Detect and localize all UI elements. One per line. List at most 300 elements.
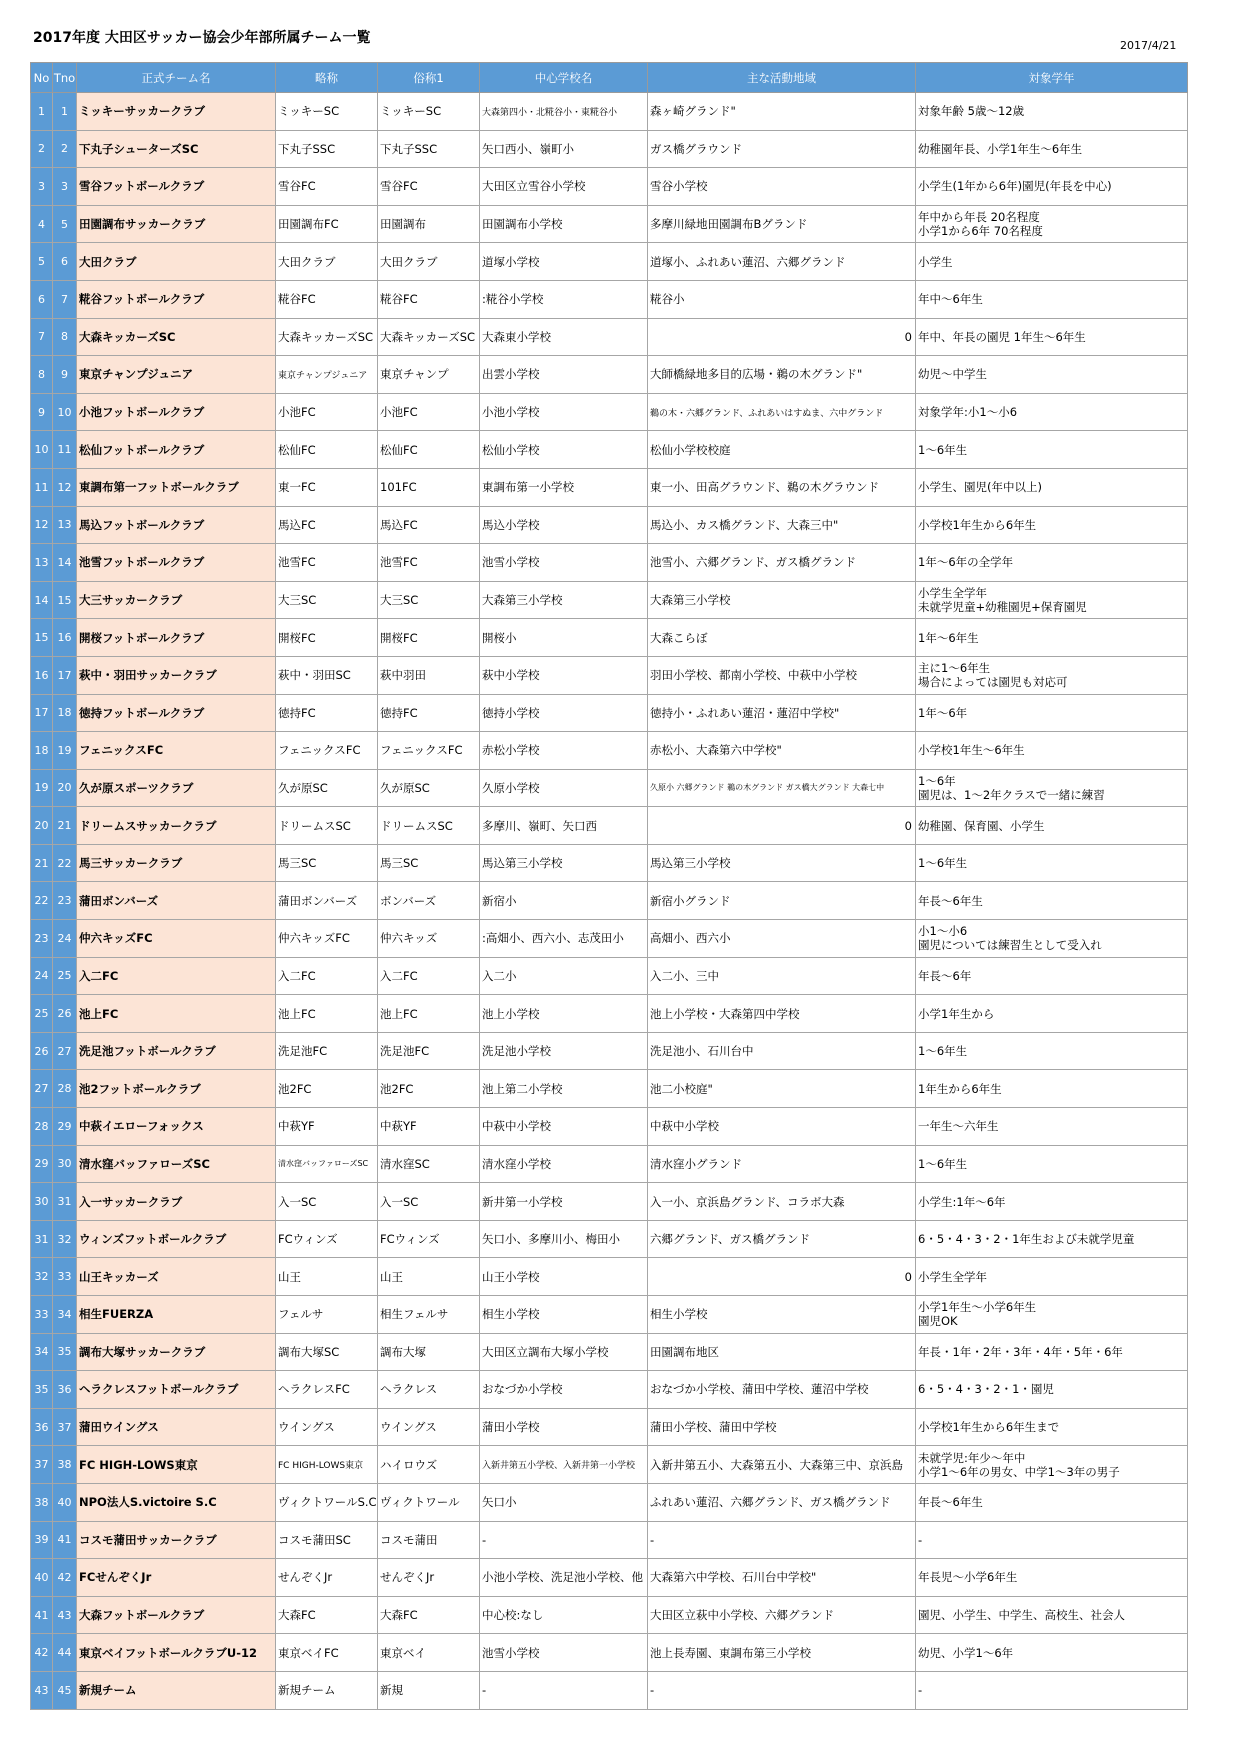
cell-tno: 8 — [53, 318, 77, 356]
cell-grade: 年長～6年生 — [916, 882, 1188, 920]
cell-abbreviation: FCウィンズ — [276, 1220, 378, 1258]
cell-alias: 新規 — [378, 1671, 480, 1709]
cell-school: 大田区立調布大塚小学校 — [480, 1333, 648, 1371]
cell-abbreviation: FC HIGH-LOWS東京 — [276, 1446, 378, 1484]
cell-area: 新宿小グランド — [648, 882, 916, 920]
cell-abbreviation: 田園調布FC — [276, 205, 378, 243]
cell-grade — [916, 581, 1188, 619]
column-header-tno: Tno — [53, 63, 77, 93]
cell-no: 14 — [31, 581, 53, 619]
cell-tno: 1 — [53, 93, 77, 131]
cell-tno: 25 — [53, 957, 77, 995]
cell-grade: 1年～6年 — [916, 694, 1188, 732]
cell-team-name: 東京チャンプジュニア — [77, 356, 276, 394]
cell-no: 39 — [31, 1521, 53, 1559]
table-row — [31, 393, 1188, 431]
cell-area: 大森第六中学校、石川台中学校" — [648, 1559, 916, 1597]
cell-no: 33 — [31, 1296, 53, 1334]
cell-abbreviation: 小池FC — [276, 393, 378, 431]
cell-area: 大師橋緑地多目的広場・鵜の木グランド" — [648, 356, 916, 394]
cell-abbreviation: コスモ蒲田SC — [276, 1521, 378, 1559]
cell-tno: 37 — [53, 1408, 77, 1446]
cell-no: 12 — [31, 506, 53, 544]
cell-tno: 28 — [53, 1070, 77, 1108]
cell-school: 入新井第五小学校、入新井第一小学校 — [480, 1446, 648, 1484]
cell-school: - — [480, 1521, 648, 1559]
cell-area: - — [648, 1671, 916, 1709]
cell-no: 31 — [31, 1220, 53, 1258]
cell-team-name: 清水窪バッファローズSC — [77, 1145, 276, 1183]
cell-tno: 6 — [53, 243, 77, 281]
cell-no: 11 — [31, 468, 53, 506]
cell-area: 久原小 六郷グランド 鵜の木グランド ガス橋大グランド 大森七中 — [648, 769, 916, 807]
cell-team-name: 調布大塚サッカークラブ — [77, 1333, 276, 1371]
cell-abbreviation: 中萩YF — [276, 1108, 378, 1146]
table-row — [31, 243, 1188, 281]
cell-area: ふれあい蓮沼、六郷グランド、ガス橋グランド — [648, 1483, 916, 1521]
grade-line: 主に1～6年生 — [918, 661, 991, 676]
cell-abbreviation: ウイングス — [276, 1408, 378, 1446]
table-row — [31, 506, 1188, 544]
cell-grade: 1～6年生 — [916, 844, 1188, 882]
cell-tno: 16 — [53, 619, 77, 657]
cell-team-name: 池上FC — [77, 995, 276, 1033]
cell-alias: 小池FC — [378, 393, 480, 431]
cell-no: 21 — [31, 844, 53, 882]
cell-grade: 年長児～小学6年生 — [916, 1559, 1188, 1597]
cell-grade — [916, 1446, 1188, 1484]
cell-tno: 13 — [53, 506, 77, 544]
cell-team-name: 山王キッカーズ — [77, 1258, 276, 1296]
cell-grade: 1年生から6年生 — [916, 1070, 1188, 1108]
cell-tno: 10 — [53, 393, 77, 431]
cell-tno: 17 — [53, 656, 77, 694]
cell-no: 32 — [31, 1258, 53, 1296]
cell-grade: 対象年齢 5歳～12歳 — [916, 93, 1188, 131]
cell-alias: 入一SC — [378, 1183, 480, 1221]
cell-no: 19 — [31, 769, 53, 807]
cell-school: 新井第一小学校 — [480, 1183, 648, 1221]
cell-grade: 小学生全学年 — [916, 1258, 1188, 1296]
cell-alias: 清水窪SC — [378, 1145, 480, 1183]
column-header-team-name: 正式チーム名 — [77, 63, 276, 93]
cell-grade — [916, 656, 1188, 694]
cell-alias: 東京チャンプ — [378, 356, 480, 394]
cell-team-name: 蒲田ボンバーズ — [77, 882, 276, 920]
cell-team-name: 小池フットボールクラブ — [77, 393, 276, 431]
cell-no: 22 — [31, 882, 53, 920]
cell-grade: 年中、年長の園児 1年生～6年生 — [916, 318, 1188, 356]
cell-abbreviation: 仲六キッズFC — [276, 920, 378, 958]
cell-team-name: 下丸子シューターズSC — [77, 130, 276, 168]
cell-tno: 43 — [53, 1596, 77, 1634]
table-row — [31, 1671, 1188, 1709]
grade-line: 園児は、1～2年クラスで一緒に練習 — [918, 787, 1105, 802]
cell-school: 久原小学校 — [480, 769, 648, 807]
cell-abbreviation: 大森FC — [276, 1596, 378, 1634]
cell-abbreviation: 池雪FC — [276, 544, 378, 582]
cell-school: 開桜小 — [480, 619, 648, 657]
cell-team-name: ミッキーサッカークラブ — [77, 93, 276, 131]
cell-alias: 馬三SC — [378, 844, 480, 882]
cell-team-name: NPO法人S.victoire S.C — [77, 1483, 276, 1521]
cell-grade: 年長～6年生 — [916, 1483, 1188, 1521]
cell-abbreviation: 雪谷FC — [276, 168, 378, 206]
cell-abbreviation: 松仙FC — [276, 431, 378, 469]
cell-area: 中萩中小学校 — [648, 1108, 916, 1146]
cell-abbreviation: 蒲田ボンバーズ — [276, 882, 378, 920]
cell-no: 20 — [31, 807, 53, 845]
cell-area: 大森こらぼ — [648, 619, 916, 657]
cell-school: 馬込小学校 — [480, 506, 648, 544]
cell-tno: 35 — [53, 1333, 77, 1371]
cell-school: 矢口西小、嶺町小 — [480, 130, 648, 168]
cell-grade: - — [916, 1521, 1188, 1559]
cell-grade: 小学生:1年～6年 — [916, 1183, 1188, 1221]
cell-school: 萩中小学校 — [480, 656, 648, 694]
grade-line: 年中から年長 20名程度 — [918, 210, 1040, 225]
cell-school: 大森東小学校 — [480, 318, 648, 356]
cell-team-name: 糀谷フットボールクラブ — [77, 280, 276, 318]
table-row — [31, 280, 1188, 318]
table-row — [31, 882, 1188, 920]
cell-no: 26 — [31, 1032, 53, 1070]
grade-line: 場合によっては園児も対応可 — [918, 675, 1068, 690]
cell-alias: 洗足池FC — [378, 1032, 480, 1070]
cell-school: 大森第三小学校 — [480, 581, 648, 619]
cell-team-name: 大森キッカーズSC — [77, 318, 276, 356]
table-row — [31, 1183, 1188, 1221]
cell-abbreviation: 東京ベイFC — [276, 1634, 378, 1672]
cell-school: 出雲小学校 — [480, 356, 648, 394]
cell-team-name: 田園調布サッカークラブ — [77, 205, 276, 243]
cell-school: 徳持小学校 — [480, 694, 648, 732]
cell-no: 6 — [31, 280, 53, 318]
cell-team-name: 中萩イエローフォックス — [77, 1108, 276, 1146]
cell-team-name: ウィンズフットボールクラブ — [77, 1220, 276, 1258]
table-row — [31, 1371, 1188, 1409]
cell-area: 池上小学校・大森第四中学校 — [648, 995, 916, 1033]
cell-school: 松仙小学校 — [480, 431, 648, 469]
cell-team-name: 洗足池フットボールクラブ — [77, 1032, 276, 1070]
cell-school: 道塚小学校 — [480, 243, 648, 281]
cell-abbreviation: せんぞくJr — [276, 1559, 378, 1597]
table-row — [31, 995, 1188, 1033]
cell-abbreviation: 東京チャンプジュニア — [276, 356, 378, 394]
cell-area: 鵜の木・六郷グランド、ふれあいはすぬま、六中グランド — [648, 393, 916, 431]
cell-area: 雪谷小学校 — [648, 168, 916, 206]
table-row — [31, 544, 1188, 582]
cell-area: 高畑小、西六小 — [648, 920, 916, 958]
cell-grade: 1～6年生 — [916, 431, 1188, 469]
grade-line: 小学1年生～小学6年生 — [918, 1300, 1037, 1315]
cell-abbreviation: 大森キッカーズSC — [276, 318, 378, 356]
cell-alias: 萩中羽田 — [378, 656, 480, 694]
cell-school: 矢口小、多摩川小、梅田小 — [480, 1220, 648, 1258]
grade-line: 小学1から6年 70名程度 — [918, 224, 1043, 239]
cell-school: 多摩川、嶺町、矢口西 — [480, 807, 648, 845]
cell-alias: 大三SC — [378, 581, 480, 619]
cell-abbreviation: 入二FC — [276, 957, 378, 995]
cell-abbreviation: 開桜FC — [276, 619, 378, 657]
cell-area: 馬込小、カス橋グランド、大森三中" — [648, 506, 916, 544]
cell-grade: 1～6年生 — [916, 1032, 1188, 1070]
table-row — [31, 1032, 1188, 1070]
cell-school: 中心校:なし — [480, 1596, 648, 1634]
cell-area: 羽田小学校、都南小学校、中萩中小学校 — [648, 656, 916, 694]
cell-tno: 20 — [53, 769, 77, 807]
cell-abbreviation: フェルサ — [276, 1296, 378, 1334]
cell-alias: 相生フェルサ — [378, 1296, 480, 1334]
cell-tno: 9 — [53, 356, 77, 394]
table-row — [31, 619, 1188, 657]
cell-grade: 年長・1年・2年・3年・4年・5年・6年 — [916, 1333, 1188, 1371]
cell-area: 糀谷小 — [648, 280, 916, 318]
cell-team-name: 入二FC — [77, 957, 276, 995]
table-row — [31, 1596, 1188, 1634]
cell-no: 13 — [31, 544, 53, 582]
cell-area: 松仙小学校校庭 — [648, 431, 916, 469]
cell-abbreviation: 洗足池FC — [276, 1032, 378, 1070]
cell-grade: 幼稚園年長、小学1年生～6年生 — [916, 130, 1188, 168]
table-row — [31, 1333, 1188, 1371]
table-row — [31, 1220, 1188, 1258]
cell-area: ガス橋グラウンド — [648, 130, 916, 168]
cell-abbreviation: 池2FC — [276, 1070, 378, 1108]
cell-team-name: 雪谷フットボールクラブ — [77, 168, 276, 206]
table-row — [31, 431, 1188, 469]
cell-tno: 31 — [53, 1183, 77, 1221]
cell-team-name: 相生FUERZA — [77, 1296, 276, 1334]
cell-abbreviation: 馬込FC — [276, 506, 378, 544]
cell-abbreviation: 徳持FC — [276, 694, 378, 732]
cell-area: 相生小学校 — [648, 1296, 916, 1334]
cell-school: 新宿小 — [480, 882, 648, 920]
cell-no: 10 — [31, 431, 53, 469]
cell-area: おなづか小学校、蒲田中学校、蓮沼中学校 — [648, 1371, 916, 1409]
cell-school: - — [480, 1671, 648, 1709]
cell-school: 蒲田小学校 — [480, 1408, 648, 1446]
table-row — [31, 1296, 1188, 1334]
cell-tno: 42 — [53, 1559, 77, 1597]
cell-alias: 山王 — [378, 1258, 480, 1296]
cell-team-name: 池2フットボールクラブ — [77, 1070, 276, 1108]
grade-line: 小1～小6 — [918, 924, 968, 939]
cell-grade — [916, 1296, 1188, 1334]
cell-no: 8 — [31, 356, 53, 394]
cell-no: 35 — [31, 1371, 53, 1409]
cell-grade: 1～6年生 — [916, 1145, 1188, 1183]
cell-tno: 18 — [53, 694, 77, 732]
cell-abbreviation: ドリームスSC — [276, 807, 378, 845]
cell-no: 5 — [31, 243, 53, 281]
cell-alias: 下丸子SSC — [378, 130, 480, 168]
grade-line: 未就学児童+幼稚園児+保育園児 — [918, 600, 1087, 615]
cell-alias: 田園調布 — [378, 205, 480, 243]
cell-alias: 糀谷FC — [378, 280, 480, 318]
cell-abbreviation: 糀谷FC — [276, 280, 378, 318]
table-row — [31, 732, 1188, 770]
cell-team-name: FC HIGH-LOWS東京 — [77, 1446, 276, 1484]
cell-no: 2 — [31, 130, 53, 168]
cell-no: 28 — [31, 1108, 53, 1146]
cell-abbreviation: 萩中・羽田SC — [276, 656, 378, 694]
grade-line: 1～6年 — [918, 773, 956, 788]
cell-team-name: 新規チーム — [77, 1671, 276, 1709]
cell-no: 29 — [31, 1145, 53, 1183]
cell-school: 山王小学校 — [480, 1258, 648, 1296]
table-body — [31, 93, 1188, 1710]
cell-tno: 45 — [53, 1671, 77, 1709]
cell-alias: 池上FC — [378, 995, 480, 1033]
cell-no: 36 — [31, 1408, 53, 1446]
cell-no: 40 — [31, 1559, 53, 1597]
grade-line: 園児OK — [918, 1314, 958, 1329]
cell-school: 相生小学校 — [480, 1296, 648, 1334]
cell-area: 赤松小、大森第六中学校" — [648, 732, 916, 770]
cell-school: 小池小学校、洗足池小学校、他 — [480, 1559, 648, 1597]
cell-team-name: 入一サッカークラブ — [77, 1183, 276, 1221]
cell-school: 池雪小学校 — [480, 1634, 648, 1672]
cell-grade: 1年～6年の全学年 — [916, 544, 1188, 582]
cell-area — [648, 318, 916, 356]
cell-team-name: 松仙フットボールクラブ — [77, 431, 276, 469]
cell-alias: せんぞくJr — [378, 1559, 480, 1597]
table-row — [31, 1070, 1188, 1108]
cell-team-name: 馬込フットボールクラブ — [77, 506, 276, 544]
cell-school: 赤松小学校 — [480, 732, 648, 770]
cell-team-name: 久が原スポーツクラブ — [77, 769, 276, 807]
cell-grade: 園児、小学生、中学生、高校生、社会人 — [916, 1596, 1188, 1634]
cell-school: 小池小学校 — [480, 393, 648, 431]
table-row — [31, 1446, 1188, 1484]
cell-tno: 22 — [53, 844, 77, 882]
cell-school: 矢口小 — [480, 1483, 648, 1521]
cell-no: 25 — [31, 995, 53, 1033]
grade-line: 小学1～6年の男女、中学1～3年の男子 — [918, 1464, 1120, 1479]
cell-alias: ヘラクレス — [378, 1371, 480, 1409]
cell-grade — [916, 205, 1188, 243]
cell-no: 37 — [31, 1446, 53, 1484]
cell-team-name: 大森フットボールクラブ — [77, 1596, 276, 1634]
cell-abbreviation: 清水窪バッファローズSC — [276, 1145, 378, 1183]
table-row — [31, 1559, 1188, 1597]
cell-no: 9 — [31, 393, 53, 431]
cell-team-name: ヘラクレスフットボールクラブ — [77, 1371, 276, 1409]
column-header-grade: 対象学年 — [916, 63, 1188, 93]
cell-alias: 101FC — [378, 468, 480, 506]
cell-area: 池上長寿園、東調布第三小学校 — [648, 1634, 916, 1672]
cell-area: 蒲田小学校、蒲田中学校 — [648, 1408, 916, 1446]
column-header-abbreviation: 略称 — [276, 63, 378, 93]
table-row — [31, 468, 1188, 506]
table-row — [31, 130, 1188, 168]
cell-area: 東一小、田高グラウンド、鵜の木グラウンド — [648, 468, 916, 506]
cell-grade: 6・5・4・3・2・1・園児 — [916, 1371, 1188, 1409]
cell-abbreviation: ヘラクレスFC — [276, 1371, 378, 1409]
cell-tno: 44 — [53, 1634, 77, 1672]
table-row — [31, 769, 1188, 807]
cell-tno: 23 — [53, 882, 77, 920]
cell-tno: 12 — [53, 468, 77, 506]
grade-line: 園児については練習生として受入れ — [918, 938, 1102, 953]
cell-abbreviation: 新規チーム — [276, 1671, 378, 1709]
cell-team-name: フェニックスFC — [77, 732, 276, 770]
cell-grade: 小学校1年生から6年生まで — [916, 1408, 1188, 1446]
cell-area: 入新井第五小、大森第五小、大森第三中、京浜島 — [648, 1446, 916, 1484]
cell-alias: ミッキーSC — [378, 93, 480, 131]
cell-no: 34 — [31, 1333, 53, 1371]
table-row — [31, 1408, 1188, 1446]
cell-school: 大森第四小・北糀谷小・東糀谷小 — [480, 93, 648, 131]
cell-alias: 池2FC — [378, 1070, 480, 1108]
table-row — [31, 807, 1188, 845]
cell-no: 42 — [31, 1634, 53, 1672]
column-header-school: 中心学校名 — [480, 63, 648, 93]
cell-area: 入二小、三中 — [648, 957, 916, 995]
cell-school: 池上小学校 — [480, 995, 648, 1033]
zero-value: 0 — [904, 329, 912, 344]
cell-abbreviation: 大三SC — [276, 581, 378, 619]
cell-grade: 6・5・4・3・2・1年生および未就学児童 — [916, 1220, 1188, 1258]
cell-tno: 24 — [53, 920, 77, 958]
cell-abbreviation: フェニックスFC — [276, 732, 378, 770]
cell-no: 1 — [31, 93, 53, 131]
cell-grade: 対象学年:小1～小6 — [916, 393, 1188, 431]
table-row — [31, 1108, 1188, 1146]
table-row — [31, 1145, 1188, 1183]
cell-school: 田園調布小学校 — [480, 205, 648, 243]
cell-no: 4 — [31, 205, 53, 243]
cell-tno: 40 — [53, 1483, 77, 1521]
cell-area — [648, 807, 916, 845]
cell-tno: 29 — [53, 1108, 77, 1146]
cell-alias: 東京ベイ — [378, 1634, 480, 1672]
table-row — [31, 581, 1188, 619]
cell-tno: 32 — [53, 1220, 77, 1258]
cell-team-name: 大田クラブ — [77, 243, 276, 281]
table-row — [31, 1634, 1188, 1672]
column-header-area: 主な活動地域 — [648, 63, 916, 93]
cell-school: :糀谷小学校 — [480, 280, 648, 318]
cell-school: 清水窪小学校 — [480, 1145, 648, 1183]
cell-school: 大田区立雪谷小学校 — [480, 168, 648, 206]
cell-no: 18 — [31, 732, 53, 770]
cell-alias: ウイングス — [378, 1408, 480, 1446]
cell-grade: 年中～6年生 — [916, 280, 1188, 318]
cell-school: 中萩中小学校 — [480, 1108, 648, 1146]
cell-team-name: 大三サッカークラブ — [77, 581, 276, 619]
cell-area: 大森第三小学校 — [648, 581, 916, 619]
cell-team-name: 東調布第一フットボールクラブ — [77, 468, 276, 506]
table-row — [31, 694, 1188, 732]
table-row — [31, 844, 1188, 882]
table-row — [31, 1483, 1188, 1521]
cell-alias: 馬込FC — [378, 506, 480, 544]
cell-school: 馬込第三小学校 — [480, 844, 648, 882]
cell-alias: 大田クラブ — [378, 243, 480, 281]
grade-line: 小学生全学年 — [918, 586, 987, 601]
zero-value: 0 — [904, 1269, 912, 1284]
cell-grade: 小学生 — [916, 243, 1188, 281]
cell-school: :高畑小、西六小、志茂田小 — [480, 920, 648, 958]
cell-area: 池二小校庭" — [648, 1070, 916, 1108]
cell-no: 43 — [31, 1671, 53, 1709]
cell-tno: 2 — [53, 130, 77, 168]
cell-school: 入二小 — [480, 957, 648, 995]
zero-value: 0 — [904, 818, 912, 833]
table-row — [31, 1258, 1188, 1296]
